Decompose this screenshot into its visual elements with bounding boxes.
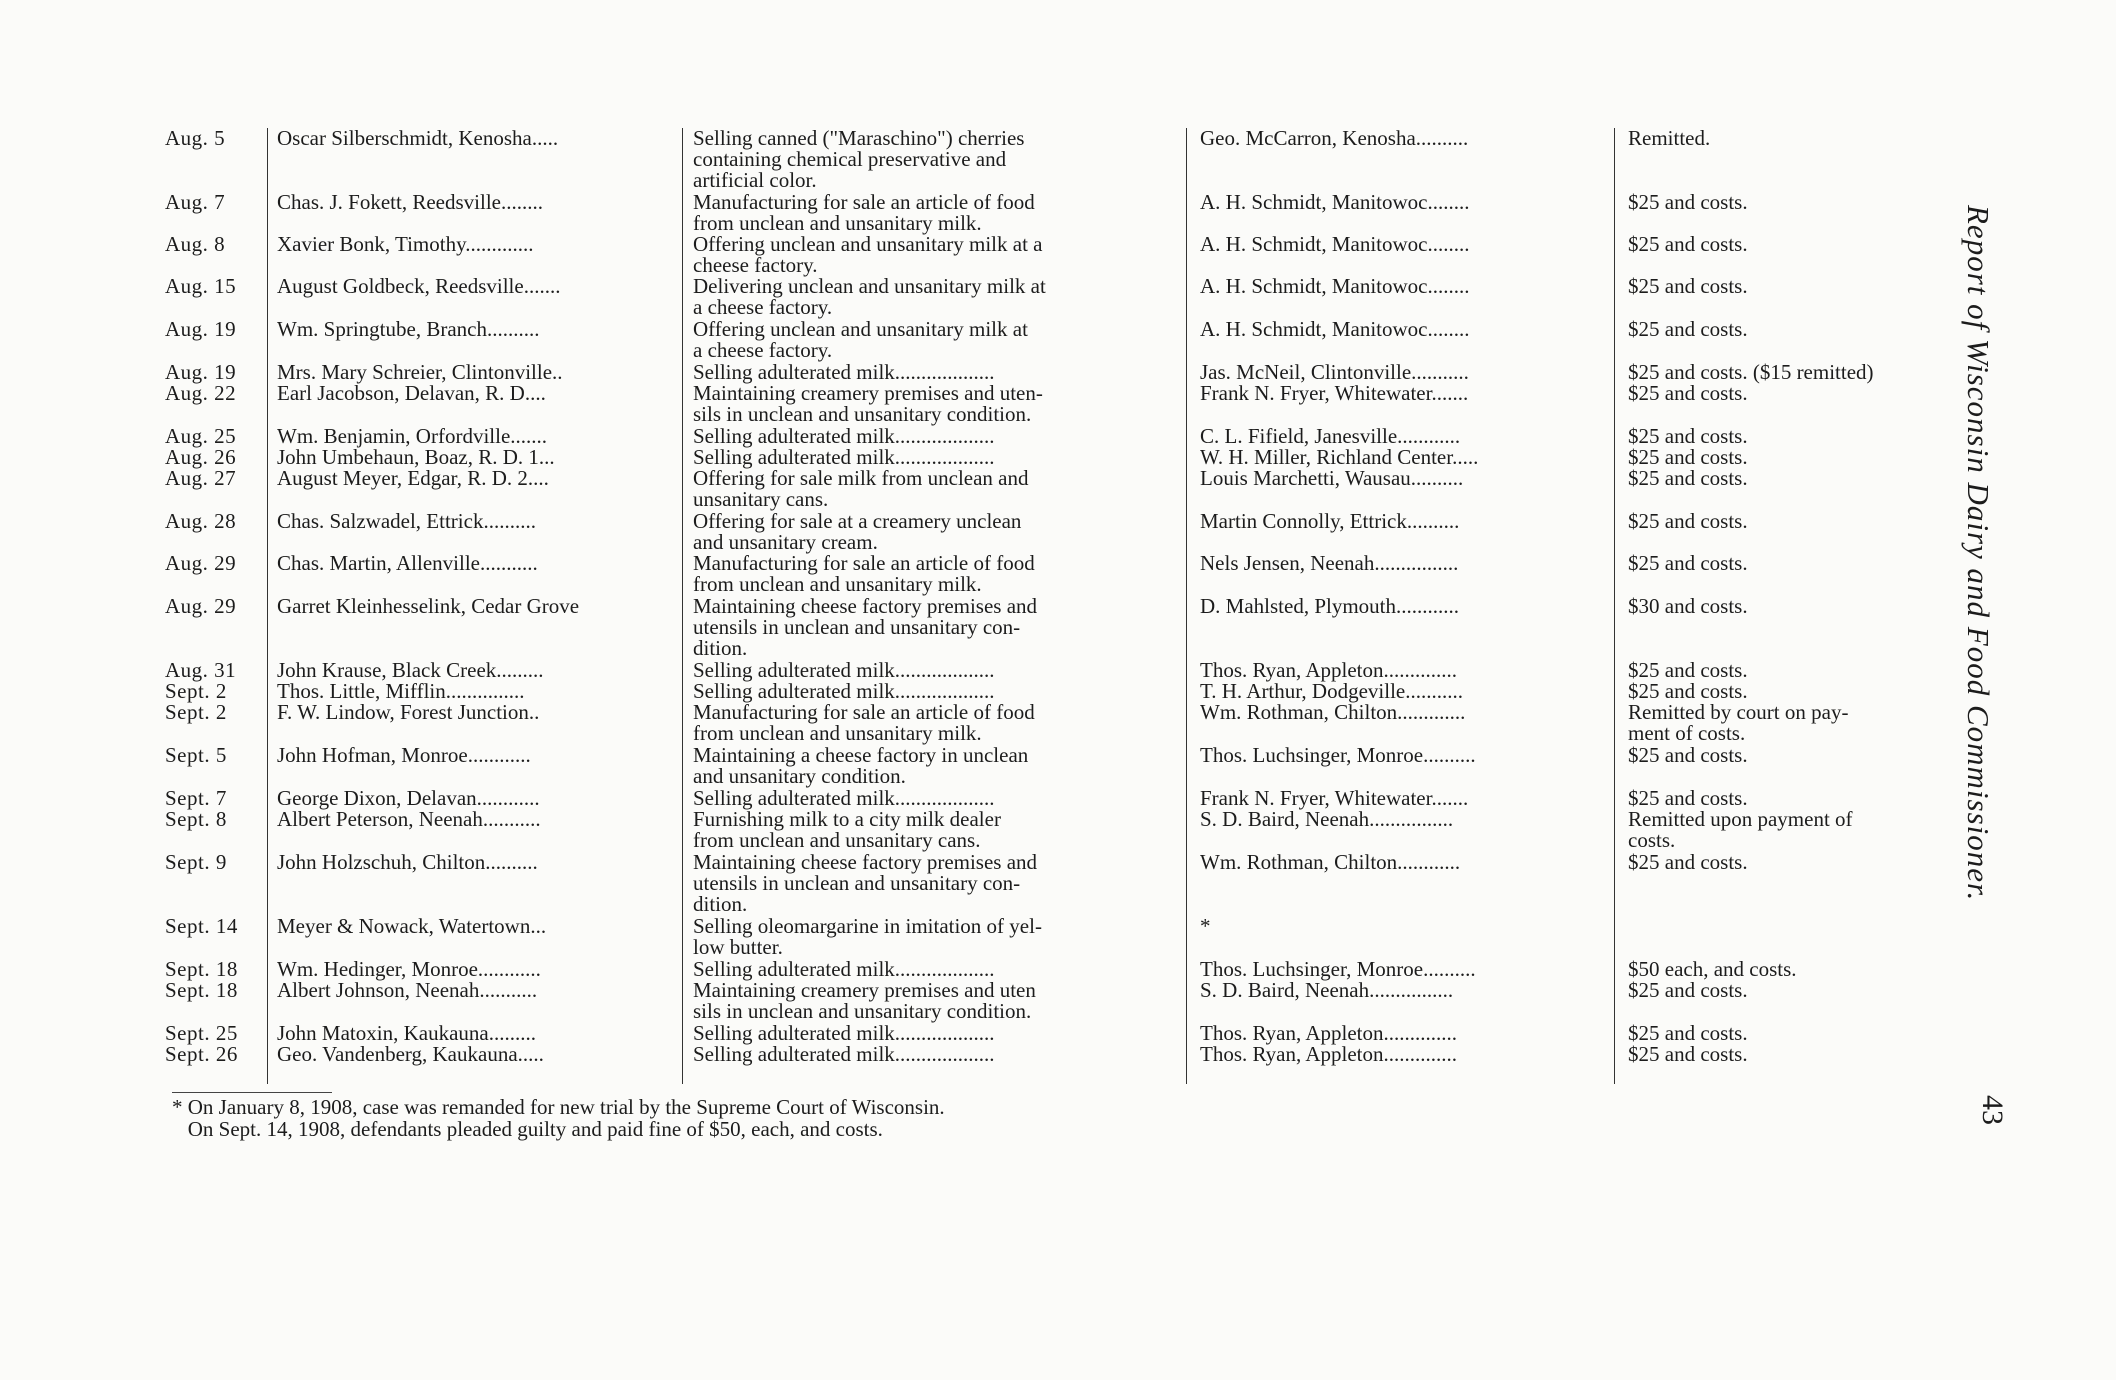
defendant-name: Wm. Springtube, Branch.......... bbox=[277, 317, 540, 341]
defendant-name: Chas. Martin, Allenville........... bbox=[277, 551, 538, 575]
defendant-name: Chas. J. Fokett, Reedsville........ bbox=[277, 190, 543, 214]
prosecuting-officer: T. H. Arthur, Dodgeville........... bbox=[1200, 679, 1463, 703]
footnote-line: * On January 8, 1908, case was remanded for new trial by the Supreme Court of Wisconsin. bbox=[172, 1095, 945, 1119]
defendant-name: Meyer & Nowack, Watertown... bbox=[277, 914, 547, 938]
prosecuting-officer: W. H. Miller, Richland Center..... bbox=[1200, 445, 1479, 469]
disposition: $50 each, and costs. bbox=[1628, 957, 1797, 981]
offense-description: Maintaining creamery premises and uten sils in unclean and unsanitary condition. bbox=[693, 978, 1036, 1023]
defendant-name: John Umbehaun, Boaz, R. D. 1... bbox=[277, 445, 555, 469]
disposition: Remitted. bbox=[1628, 126, 1711, 150]
entry-date: Sept. 25 bbox=[165, 1021, 238, 1045]
disposition: $25 and costs. bbox=[1628, 743, 1748, 767]
offense-description: Maintaining a cheese factory in unclean and unsanitary condition. bbox=[693, 743, 1029, 788]
prosecuting-officer: * bbox=[1200, 914, 1211, 938]
prosecuting-officer: Thos. Ryan, Appleton.............. bbox=[1200, 1021, 1457, 1045]
entry-date: Sept. 2 bbox=[165, 679, 227, 703]
footnote bbox=[172, 1096, 945, 1140]
entry-date: Sept. 18 bbox=[165, 957, 238, 981]
prosecuting-officer: S. D. Baird, Neenah................ bbox=[1200, 807, 1454, 831]
prosecuting-officer: Louis Marchetti, Wausau.......... bbox=[1200, 466, 1464, 490]
disposition: $25 and costs. bbox=[1628, 978, 1748, 1002]
offense-description: Selling adulterated milk................... bbox=[693, 658, 995, 682]
defendant-name: Chas. Salzwadel, Ettrick.......... bbox=[277, 509, 536, 533]
prosecuting-officer: Thos. Ryan, Appleton.............. bbox=[1200, 658, 1457, 682]
entry-date: Aug. 19 bbox=[165, 360, 237, 384]
entry-date: Aug. 26 bbox=[165, 445, 237, 469]
defendant-name: Wm. Benjamin, Orfordville....... bbox=[277, 424, 548, 448]
offense-description: Selling adulterated milk................... bbox=[693, 445, 995, 469]
offense-description: Manufacturing for sale an article of food from unclean and unsanitary milk. bbox=[693, 551, 1035, 596]
entry-date: Sept. 9 bbox=[165, 850, 227, 874]
entry-date: Aug. 8 bbox=[165, 232, 226, 256]
disposition: $25 and costs. bbox=[1628, 551, 1748, 575]
prosecuting-officer: Wm. Rothman, Chilton............ bbox=[1200, 850, 1461, 874]
entry-date: Aug. 7 bbox=[165, 190, 226, 214]
prosecuting-officer: A. H. Schmidt, Manitowoc........ bbox=[1200, 317, 1470, 341]
prosecuting-officer: Thos. Ryan, Appleton.............. bbox=[1200, 1042, 1457, 1066]
defendant-name: Xavier Bonk, Timothy............. bbox=[277, 232, 534, 256]
offense-description: Selling adulterated milk................... bbox=[693, 1042, 995, 1066]
prosecuting-officer: Frank N. Fryer, Whitewater....... bbox=[1200, 381, 1469, 405]
disposition: $25 and costs. bbox=[1628, 445, 1748, 469]
prosecuting-officer: Nels Jensen, Neenah................ bbox=[1200, 551, 1459, 575]
prosecuting-officer: A. H. Schmidt, Manitowoc........ bbox=[1200, 274, 1470, 298]
disposition: $25 and costs. bbox=[1628, 786, 1748, 810]
disposition: $25 and costs. ($15 remitted) bbox=[1628, 360, 1874, 384]
defendant-name: August Meyer, Edgar, R. D. 2.... bbox=[277, 466, 549, 490]
offense-description: Selling canned ("Maraschino") cherries containing chemical preservative and artificial color. bbox=[693, 126, 1025, 192]
entry-date: Sept. 26 bbox=[165, 1042, 238, 1066]
defendant-name: Albert Johnson, Neenah........... bbox=[277, 978, 538, 1002]
defendant-name: John Holzschuh, Chilton.......... bbox=[277, 850, 538, 874]
entry-date: Aug. 22 bbox=[165, 381, 237, 405]
disposition: $30 and costs. bbox=[1628, 594, 1748, 618]
prosecuting-officer: A. H. Schmidt, Manitowoc........ bbox=[1200, 232, 1470, 256]
defendant-name: Mrs. Mary Schreier, Clintonville.. bbox=[277, 360, 563, 384]
entry-date: Aug. 28 bbox=[165, 509, 237, 533]
offense-description: Maintaining cheese factory premises and utensils in unclean and unsanitary con- dition. bbox=[693, 850, 1038, 916]
disposition: $25 and costs. bbox=[1628, 381, 1748, 405]
offense-description: Manufacturing for sale an article of food from unclean and unsanitary milk. bbox=[693, 700, 1035, 745]
offense-description: Selling adulterated milk................... bbox=[693, 360, 995, 384]
offense-description: Maintaining cheese factory premises and utensils in unclean and unsanitary con- dition. bbox=[693, 594, 1038, 660]
disposition: $25 and costs. bbox=[1628, 658, 1748, 682]
offense-description: Offering unclean and unsanitary milk at a cheese factory. bbox=[693, 317, 1028, 362]
offense-description: Selling adulterated milk................... bbox=[693, 679, 995, 703]
entry-date: Sept. 18 bbox=[165, 978, 238, 1002]
disposition: Remitted upon payment of costs. bbox=[1628, 807, 1853, 852]
footnote-rule bbox=[172, 1092, 332, 1093]
page-number: 43 bbox=[1976, 1095, 2009, 1125]
offense-description: Maintaining creamery premises and uten- sils in unclean and unsanitary condition. bbox=[693, 381, 1043, 426]
prosecuting-officer: Thos. Luchsinger, Monroe.......... bbox=[1200, 957, 1476, 981]
offense-description: Selling adulterated milk................... bbox=[693, 424, 995, 448]
entry-date: Aug. 15 bbox=[165, 274, 237, 298]
running-head: Report of Wisconsin Dairy and Food Commissioner. bbox=[1961, 205, 1996, 902]
entry-date: Aug. 29 bbox=[165, 551, 237, 575]
defendant-name: Wm. Hedinger, Monroe............ bbox=[277, 957, 541, 981]
prosecuting-officer: A. H. Schmidt, Manitowoc........ bbox=[1200, 190, 1470, 214]
disposition: $25 and costs. bbox=[1628, 1042, 1748, 1066]
disposition: $25 and costs. bbox=[1628, 466, 1748, 490]
disposition: $25 and costs. bbox=[1628, 679, 1748, 703]
entry-date: Aug. 5 bbox=[165, 126, 226, 150]
entry-date: Sept. 7 bbox=[165, 786, 227, 810]
defendant-name: John Krause, Black Creek......... bbox=[277, 658, 544, 682]
entry-date: Aug. 19 bbox=[165, 317, 237, 341]
disposition: $25 and costs. bbox=[1628, 317, 1748, 341]
entry-date: Aug. 27 bbox=[165, 466, 237, 490]
defendant-name: Geo. Vandenberg, Kaukauna..... bbox=[277, 1042, 544, 1066]
column-divider bbox=[1614, 128, 1615, 1084]
prosecuting-officer: Jas. McNeil, Clintonville........... bbox=[1200, 360, 1469, 384]
entry-date: Sept. 2 bbox=[165, 700, 227, 724]
offense-description: Selling adulterated milk................... bbox=[693, 786, 995, 810]
prosecuting-officer: Thos. Luchsinger, Monroe.......... bbox=[1200, 743, 1476, 767]
disposition: $25 and costs. bbox=[1628, 232, 1748, 256]
offense-description: Selling adulterated milk................... bbox=[693, 957, 995, 981]
entry-date: Aug. 25 bbox=[165, 424, 237, 448]
disposition: $25 and costs. bbox=[1628, 850, 1748, 874]
offense-description: Offering unclean and unsanitary milk at a cheese factory. bbox=[693, 232, 1043, 277]
disposition: $25 and costs. bbox=[1628, 190, 1748, 214]
offense-description: Selling oleomargarine in imitation of yel- low butter. bbox=[693, 914, 1042, 959]
disposition: $25 and costs. bbox=[1628, 274, 1748, 298]
offense-description: Offering for sale at a creamery unclean and unsanitary cream. bbox=[693, 509, 1022, 554]
offense-description: Selling adulterated milk................... bbox=[693, 1021, 995, 1045]
prosecuting-officer: Wm. Rothman, Chilton............. bbox=[1200, 700, 1466, 724]
defendant-name: Oscar Silberschmidt, Kenosha..... bbox=[277, 126, 559, 150]
disposition: $25 and costs. bbox=[1628, 424, 1748, 448]
entry-date: Sept. 8 bbox=[165, 807, 227, 831]
footnote-line: On Sept. 14, 1908, defendants pleaded guilty and paid fine of $50, each, and costs. bbox=[172, 1117, 883, 1141]
defendant-name: Thos. Little, Mifflin............... bbox=[277, 679, 525, 703]
entry-date: Aug. 31 bbox=[165, 658, 237, 682]
prosecuting-officer: C. L. Fifield, Janesville............ bbox=[1200, 424, 1461, 448]
offense-description: Furnishing milk to a city milk dealer from unclean and unsanitary cans. bbox=[693, 807, 1001, 852]
defendant-name: Earl Jacobson, Delavan, R. D.... bbox=[277, 381, 546, 405]
defendant-name: George Dixon, Delavan............ bbox=[277, 786, 540, 810]
entry-date: Sept. 5 bbox=[165, 743, 227, 767]
defendant-name: John Hofman, Monroe............ bbox=[277, 743, 531, 767]
offense-description: Delivering unclean and unsanitary milk at a cheese factory. bbox=[693, 274, 1046, 319]
defendant-name: John Matoxin, Kaukauna......... bbox=[277, 1021, 536, 1045]
disposition: $25 and costs. bbox=[1628, 1021, 1748, 1045]
prosecuting-officer: Geo. McCarron, Kenosha.......... bbox=[1200, 126, 1469, 150]
entry-date: Sept. 14 bbox=[165, 914, 238, 938]
defendant-name: August Goldbeck, Reedsville....... bbox=[277, 274, 561, 298]
prosecuting-officer: Martin Connolly, Ettrick.......... bbox=[1200, 509, 1460, 533]
defendant-name: Garret Kleinhesselink, Cedar Grove bbox=[277, 594, 580, 618]
defendant-name: F. W. Lindow, Forest Junction.. bbox=[277, 700, 540, 724]
entry-date: Aug. 29 bbox=[165, 594, 237, 618]
prosecuting-officer: Frank N. Fryer, Whitewater....... bbox=[1200, 786, 1469, 810]
defendant-name: Albert Peterson, Neenah........... bbox=[277, 807, 541, 831]
offense-description: Manufacturing for sale an article of food from unclean and unsanitary milk. bbox=[693, 190, 1035, 235]
disposition: $25 and costs. bbox=[1628, 509, 1748, 533]
disposition: Remitted by court on pay- ment of costs. bbox=[1628, 700, 1849, 745]
column-divider bbox=[267, 128, 268, 1084]
prosecuting-officer: D. Mahlsted, Plymouth............ bbox=[1200, 594, 1460, 618]
prosecuting-officer: S. D. Baird, Neenah................ bbox=[1200, 978, 1454, 1002]
offense-description: Offering for sale milk from unclean and unsanitary cans. bbox=[693, 466, 1029, 511]
